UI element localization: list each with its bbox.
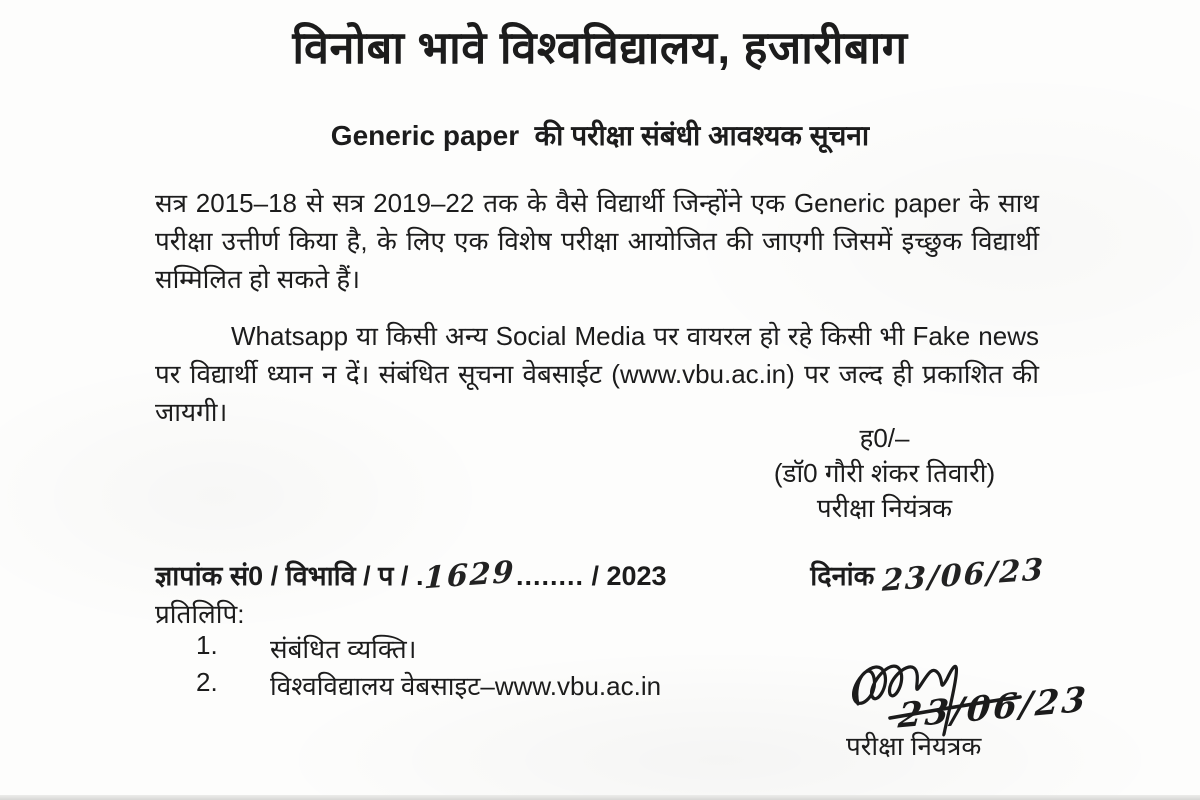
footer-designation: परीक्षा नियंत्रक	[846, 731, 982, 761]
signature-abbrev: ह0/–	[859, 423, 910, 453]
signatory-designation: परीक्षा नियंत्रक	[816, 493, 953, 523]
signatory-name: (डॉ0 गौरी शंकर तिवारी)	[773, 458, 996, 488]
memo-year: / 2023	[584, 561, 667, 591]
memo-prefix: ज्ञापांक सं0 / विभावि / प /	[155, 561, 416, 591]
memo-number-handwritten: 1629	[423, 554, 517, 597]
notice-paragraph-2: Whatsapp या किसी अन्य Social Media पर वायरल हो रहे किसी भी Fake news पर विद्यार्थी ध्यान न दें। संबंधित सूचना वेबसाईट (www.vbu.ac.in) पर जल्द ही प्रकाशित की जायगी।	[155, 321, 1039, 427]
footer-date-handwritten: 23/06/23	[896, 679, 1091, 737]
memo-leader-dot: .	[415, 561, 425, 591]
copy-item-number: 1.	[196, 630, 218, 660]
signature-block	[742, 421, 1027, 526]
university-title: विनोबा भावे विश्वविद्यालय, हजारीबाग	[292, 22, 908, 73]
date-handwritten: 23/06/23	[881, 552, 1046, 599]
copy-item-text: संबंधित व्यक्ति।	[270, 634, 417, 664]
copies-heading: प्रतिलिपि:	[155, 599, 245, 629]
copy-item-text: विश्वविद्यालय वेबसाइट–www.vbu.ac.in	[270, 671, 662, 701]
date-label: दिनांक	[810, 561, 882, 591]
copy-item-number: 2.	[196, 667, 218, 697]
scan-bottom-edge	[0, 795, 1200, 800]
notice-paragraph-1: सत्र 2015–18 से सत्र 2019–22 तक के वैसे विद्यार्थी जिन्होंने एक Generic paper के साथ परीक्षा उत्तीर्ण किया है, के लिए एक विशेष परीक्षा आयोजित की जाएगी जिसमें इच्छुक विद्यार्थी सम्मिलित हो सकते हैं।	[155, 188, 1039, 294]
memo-date-line	[810, 552, 1046, 599]
memo-leader-dots: ........	[515, 561, 584, 591]
copy-list-item	[196, 630, 417, 666]
copy-list-item	[196, 667, 661, 703]
memo-line	[155, 552, 1046, 599]
memo-number-line	[155, 554, 667, 597]
notice-subtitle: Generic paper की परीक्षा संबंधी आवश्यक सूचना	[330, 120, 870, 151]
